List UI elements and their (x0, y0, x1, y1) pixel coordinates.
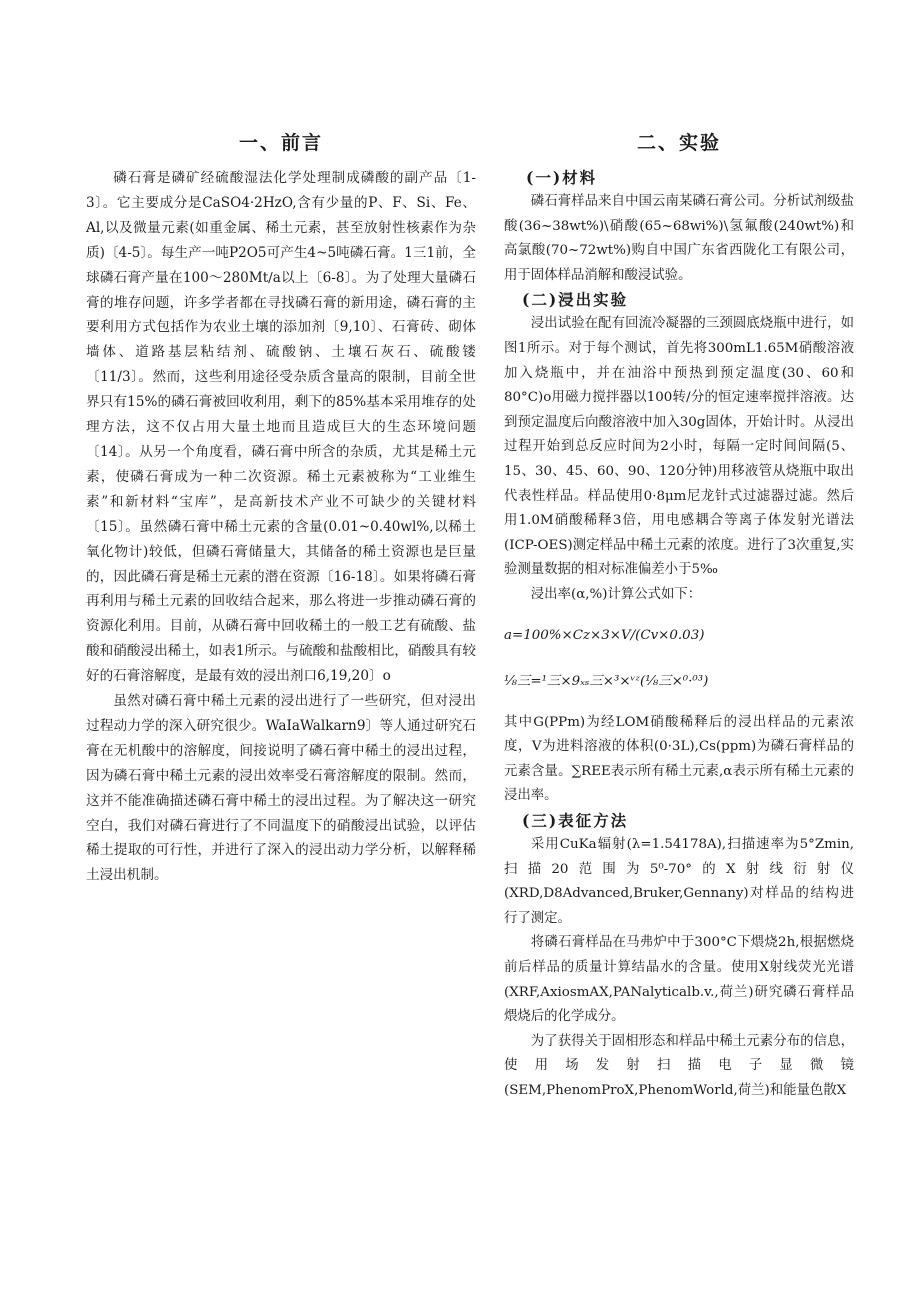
intro-paragraph-1: 磷石膏是磷矿经硫酸湿法化学处理制成磷酸的副产品〔1-3〕。它主要成分是CaSO4·2HzO,含有少量的P、F、Si、Fe、Al,以及微量元素(如重金属、稀土元素，甚至放射性核素作为杂质)〔4-5〕。每生产一吨P2O5可产生4~5吨磷石膏。1三1前，全球磷石膏产量在100～280Mt∕a以上〔6-8〕。为了处理大量磷石膏的堆存问题，许多学者都在寻找磷石膏的新用途，磷石膏的主要利用方式包括作为农业土壤的添加剂〔9,10〕、石膏砖、砌体墙体、道路基层粘结剂、硫酸钠、土壤石灰石、硫酸镂〔11/3〕。然而，这些利用途径受杂质含量高的限制，目前全世界只有15%的磷石膏被回收利用，剩下的85%基本采用堆存的处理方法，这不仅占用大量土地而且造成巨大的生态环境问题〔14〕。从另一个角度看，磷石膏中所含的杂质，尤其是稀土元素，使磷石膏成为一种二次资源。稀土元素被称为“工业维生素”和新材料“宝库”，是高新技术产业不可缺少的关键材料〔15〕。虽然磷石膏中稀土元素的含量(0.01~0.40wl%,以稀土氧化物计)较低，但磷石膏储量大，其储备的稀土资源也是巨量的，因此磷石膏是稀土元素的潜在资源〔16-18〕。如果将磷石膏再利用与稀土元素的回收结合起来，那么将进一步推动磷石膏的资源化利用。目前，从磷石膏中回收稀土的一般工艺有硫酸、盐酸和硝酸浸出稀土，如表1所示。与硫酸和盐酸相比，硝酸具有较好的石膏溶解度，是最有效的浸出剂口6,19,20〕o (86, 170, 476, 685)
subsection-leaching: (二)浸出实验 (522, 290, 629, 310)
formula-leaching-rate: a=100%×Cz×3×V/(Cv×0.03) (504, 627, 705, 643)
section-title-experiment: 二、实验 (636, 132, 721, 154)
formula-garbled: ⅛三=¹三×9ₓₛ三×³×ᵛᶻ(⅛三×⁰·⁰³) (504, 674, 709, 690)
leaching-paragraph: 浸出试验在配有回流冷凝器的三颈圆底烧瓶中进行，如图1所示。对于每个测试，首先将300mL1.65M硝酸溶液加入烧瓶中，并在油浴中预热到预定温度(30、60和80°C)o用磁力搅拌器以100转/分的恒定速率搅拌溶液。达到预定温度后向酸溶液中加入30g固体，开始计时。从浸出过程开始到总反应时间为2小时，每隔一定时间间隔(5、15、30、45、60、90、120分钟)用移液管从烧瓶中取出代表性样品。样品使用0·8μm尼龙针式过滤器过滤。然后用1.0M硝酸稀释3倍，用电感耦合等离子体发射光谱法(ICP-OES)测定样品中稀土元素的浓度。进行了3次重复,实验测量数据的相对标准偏差小于5‰ (504, 316, 854, 578)
subsection-materials: (一)材料 (526, 168, 598, 187)
subsection-characterization: (三)表征方法 (522, 811, 629, 831)
right-column (504, 130, 854, 1104)
xrd-paragraph: 采用CuKa辐射(λ=1.54178A),扫描速率为5°Zmin,扫描20范围为5⁰-70°的X射线衍射仪(XRD,D8Advanced,Bruker,Gennany)对样品的结构进行了测定。 (504, 837, 854, 926)
formula-explanation: 其中G(PPm)为经LOM硝酸稀释后的浸出样品的元素浓度，V为进料溶液的体积(0·3L),Cs(ppm)为磷石膏样品的元素含量。∑REE表示所有稀土元素,α表示所有稀土元素的浸出率。 (504, 714, 854, 804)
formula-intro: 浸出率(α,%)计算公式如下： (530, 586, 702, 602)
xrf-paragraph: 将磷石膏样品在马弗炉中于300°C下煨烧2h,根据燃烧前后样品的质量计算结晶水的含量。使用X射线荧光光谱(XRF,AxiosmAX,PANalyticalb.v.,荷兰)研究磷石膏样品煨烧后的化学成分。 (504, 935, 854, 1025)
section-title-introduction: 一、前言 (238, 132, 323, 154)
left-column (86, 130, 476, 888)
intro-paragraph-2: 虽然对磷石膏中稀土元素的浸出进行了一些研究，但对浸出过程动力学的深入研究很少。WaIaWalkarn9〕等人通过研究石膏在无机酸中的溶解度，间接说明了磷石膏中稀土的浸出过程，因为磷石膏中稀土元素的浸出效率受石膏溶解度的限制。然而，这并不能准确描述磷石膏中稀土的浸出过程。为了解决这一研究空白，我们对磷石膏进行了不同温度下的硝酸浸出试验，以评估稀土提取的可行性，并进行了深入的浸出动力学分析，以解释稀土浸出机制。 (86, 693, 476, 884)
materials-paragraph: 磷石膏样品来自中国云南某磷石膏公司。分析试剂级盐酸(36~38wt%)\硝酸(65~68wi%)\氢氟酸(240wt%)和高氯酸(70~72wt%)购自中国广东省西陇化工有限公司，用于固体样品消解和酸浸试验。 (504, 194, 854, 283)
sem-paragraph: 为了获得关于固相形态和样品中稀土元素分布的信息，使用场发射扫描电子显微镜(SEM,PhenomProX,PhenomWorld,荷兰)和能量色散X (504, 1033, 854, 1098)
